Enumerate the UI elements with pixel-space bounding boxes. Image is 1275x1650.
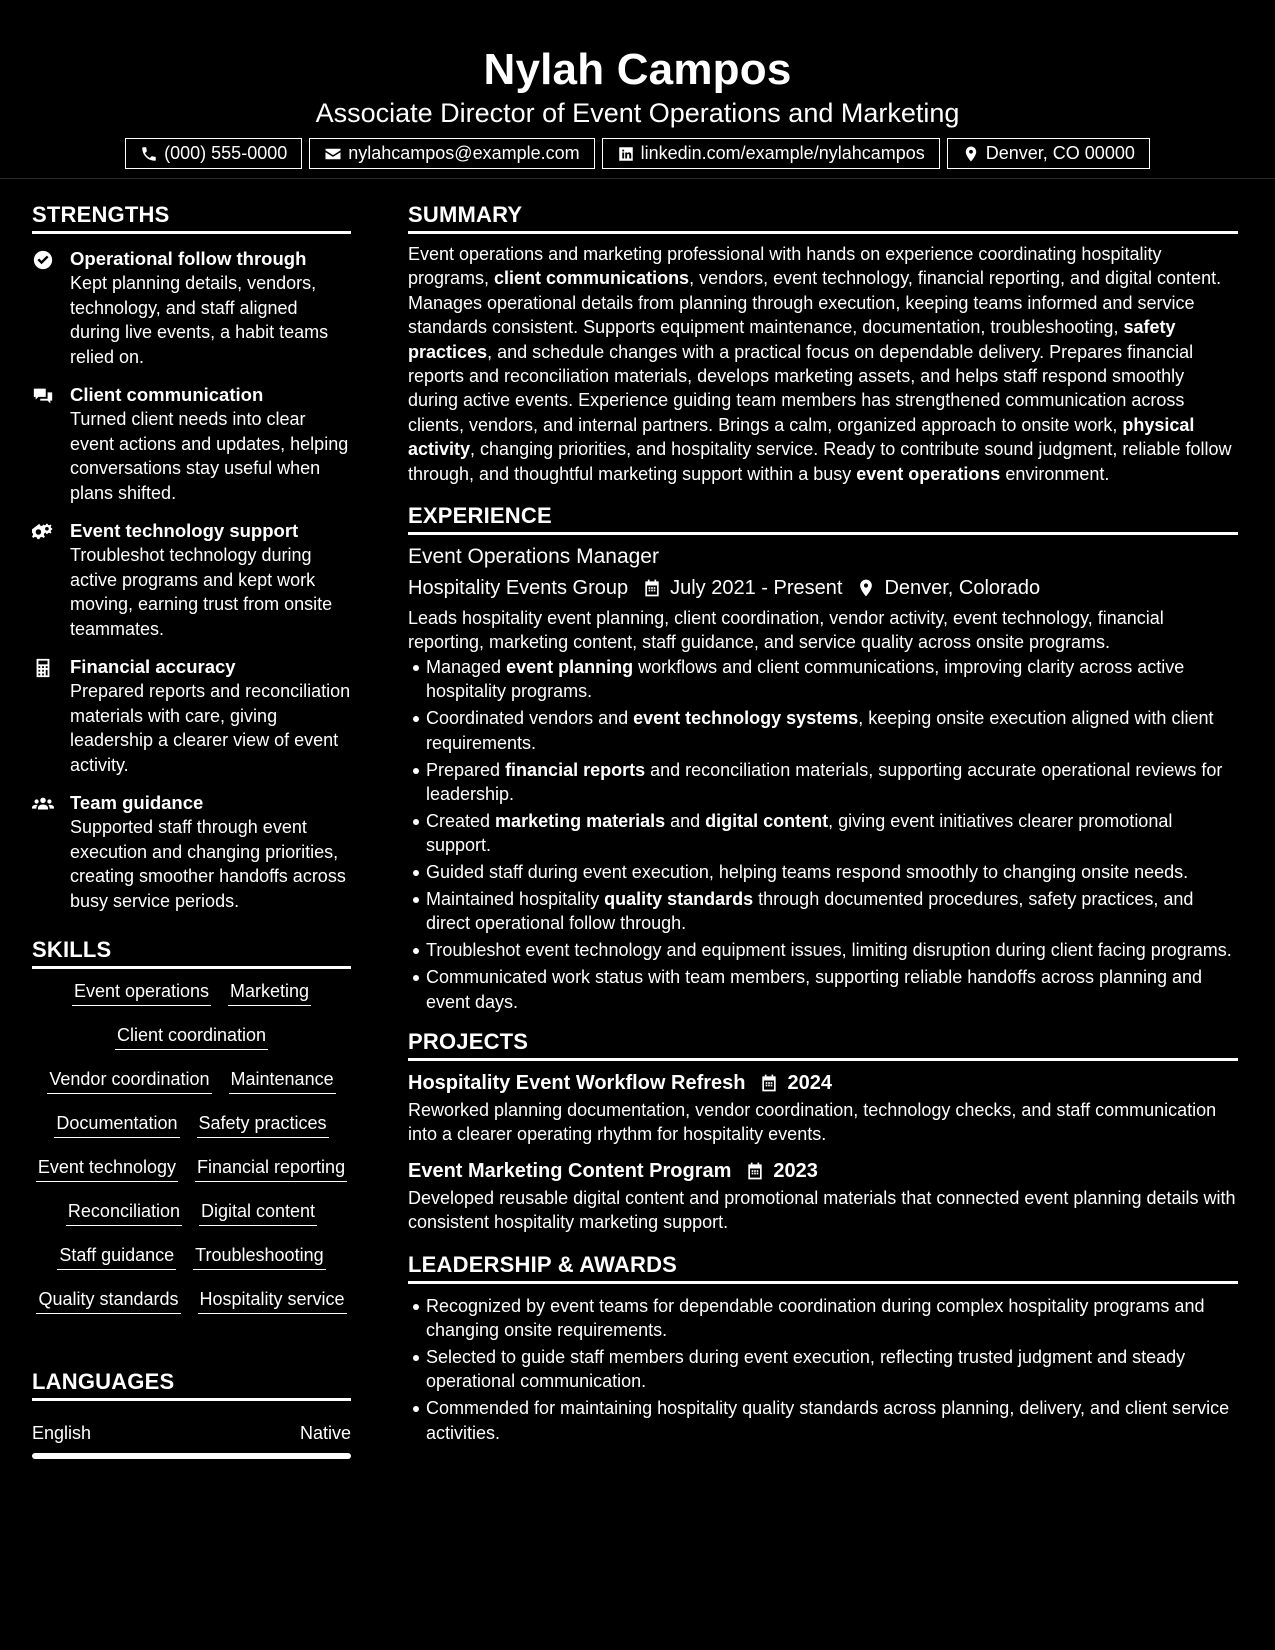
text-segment: through documented procedures, safety practices, and direct operational follow through. — [426, 889, 1194, 934]
text-segment: Managed — [426, 656, 507, 677]
skill-tag: Maintenance — [229, 1067, 336, 1094]
job-bullet — [426, 706, 1238, 755]
summary-heading: SUMMARY — [408, 202, 1238, 234]
skills-heading: SKILLS — [32, 937, 351, 969]
strength-desc: Troubleshot technology during active programs and kept work moving, earning trust from onsite teammates. — [70, 545, 333, 639]
calendar-icon — [759, 1073, 779, 1093]
map-pin-icon — [962, 145, 980, 163]
skill-tag: Client coordination — [115, 1023, 268, 1050]
contact-bar — [0, 138, 1275, 169]
projects-heading: PROJECTS — [408, 1029, 1238, 1061]
strengths-heading: STRENGTHS — [32, 202, 351, 234]
job-bullet — [426, 887, 1238, 936]
job-bullet — [426, 809, 1238, 858]
users-icon — [32, 793, 54, 815]
envelope-icon — [324, 145, 342, 163]
skill-tag: Event operations — [72, 979, 211, 1006]
bold-text: financial reports — [505, 759, 646, 780]
strength-title: Client communication — [70, 384, 264, 405]
project-title: Event Marketing Content Program — [408, 1159, 732, 1182]
strength-item — [32, 383, 351, 505]
leadership-heading: LEADERSHIP & AWARDS — [408, 1252, 1238, 1284]
strength-title: Event technology support — [70, 520, 299, 541]
right-column — [408, 202, 1238, 1459]
job-dates: July 2021 - Present — [670, 577, 843, 600]
skill-tag: Marketing — [228, 979, 311, 1006]
text-segment: , changing priorities, and hospitality service. Ready to contribute sound judgment, reliable follow through, and thoughtful marketing support within a busy — [408, 439, 1232, 484]
language-name: English — [32, 1423, 92, 1443]
skill-tag: Safety practices — [197, 1111, 329, 1138]
bold-text: quality standards — [604, 889, 754, 910]
text-segment: Troubleshot event technology and equipment issues, limiting disruption during client facing programs. — [426, 940, 1232, 961]
skill-tag: Hospitality service — [198, 1287, 347, 1314]
languages-heading: LANGUAGES — [32, 1369, 351, 1401]
contact-linkedin — [602, 138, 940, 169]
resume-body — [0, 179, 1275, 1459]
text-segment: Event operations and marketing professional with hands on experience coordinating hospitality programs, — [408, 244, 1162, 289]
leadership-item: Recognized by event teams for dependable coordination during complex hospitality programs and changing onsite requirements. — [426, 1294, 1238, 1343]
contact-phone-text: (000) 555-0000 — [164, 143, 288, 163]
skill-tag: Staff guidance — [57, 1243, 176, 1270]
text-segment: and — [665, 810, 706, 831]
contact-location — [947, 138, 1150, 169]
skill-tag: Quality standards — [36, 1287, 180, 1314]
skill-tag: Reconciliation — [66, 1199, 182, 1226]
job-location: Denver, Colorado — [884, 577, 1041, 600]
strength-title: Operational follow through — [70, 248, 307, 269]
text-segment: , giving event initiatives clearer promotional support. — [426, 810, 1173, 856]
contact-phone — [125, 138, 302, 169]
job-company: Hospitality Events Group — [408, 577, 629, 600]
text-segment: Coordinated vendors and — [426, 708, 634, 729]
strength-desc: Prepared reports and reconciliation materials with care, giving leadership a clearer view of event activity. — [70, 681, 351, 775]
skill-tag: Digital content — [199, 1199, 317, 1226]
strength-title: Team guidance — [70, 792, 204, 813]
linkedin-icon — [617, 145, 635, 163]
bold-text: marketing materials — [495, 810, 666, 831]
skill-tag: Troubleshooting — [193, 1243, 325, 1270]
text-segment: Prepared — [426, 759, 506, 780]
strength-item — [32, 655, 351, 777]
skill-tag: Documentation — [54, 1111, 179, 1138]
leadership-item: Selected to guide staff members during event execution, reflecting trusted judgment and steady operational communication. — [426, 1345, 1238, 1394]
left-column — [32, 202, 351, 1459]
job-bullet — [426, 860, 1238, 884]
job-bullet — [426, 655, 1238, 704]
project-item — [408, 1158, 1238, 1235]
job-bullet — [426, 965, 1238, 1014]
bold-text: event planning — [506, 656, 634, 677]
bold-text: physical activity — [408, 414, 1195, 460]
strength-item — [32, 519, 351, 641]
contact-linkedin-text: linkedin.com/example/nylahcampos — [640, 143, 925, 163]
resume-header — [0, 0, 1275, 179]
summary-text — [408, 242, 1238, 486]
strength-desc: Kept planning details, vendors, technology, and staff aligned during live events, a habit teams relied on. — [70, 273, 329, 367]
strength-item — [32, 791, 351, 913]
leadership-item: Commended for maintaining hospitality quality standards across planning, delivery, and client service activities. — [426, 1396, 1238, 1445]
calculator-icon — [32, 657, 54, 679]
check-circle-icon — [32, 249, 54, 271]
chat-bubbles-icon — [32, 385, 54, 407]
job-title: Event Operations Manager — [408, 545, 659, 569]
job-bullets — [408, 655, 1238, 1014]
text-segment: , keeping onsite execution aligned with client requirements. — [426, 708, 1214, 753]
phone-icon — [140, 145, 158, 163]
strength-item — [32, 247, 351, 369]
project-title: Hospitality Event Workflow Refresh — [408, 1072, 746, 1095]
contact-email — [309, 138, 594, 169]
text-segment: Maintained hospitality — [426, 889, 605, 910]
language-proficiency-bar — [32, 1453, 351, 1459]
text-segment: , vendors, event technology, financial reporting, and digital content. Manages operational details from planning through execution, keeping teams informed and service standards consistent. Supports equipment maintenance, documentation, troubleshooting, — [408, 268, 1222, 338]
language-row — [32, 1421, 351, 1445]
text-segment: and reconciliation materials, supporting accurate operational reviews for leadership. — [426, 759, 1223, 804]
contact-location-text: Denver, CO 00000 — [985, 143, 1135, 163]
bold-text: client communications — [494, 268, 690, 289]
skill-tag: Vendor coordination — [47, 1067, 211, 1094]
job-bullet — [426, 938, 1238, 962]
text-segment: Guided staff during event execution, helping teams respond smoothly to changing onsite needs. — [426, 862, 1189, 883]
skills-list — [32, 979, 351, 1331]
contact-email-text: nylahcampos@example.com — [348, 143, 580, 163]
skill-tag: Financial reporting — [195, 1155, 347, 1182]
strength-desc: Supported staff through event execution and changing priorities, creating smoother handoffs across busy service periods. — [70, 817, 346, 911]
leadership-list — [408, 1294, 1238, 1445]
calendar-icon — [642, 578, 662, 598]
calendar-icon — [745, 1161, 765, 1181]
bold-text: event operations — [856, 463, 1001, 484]
strength-title: Financial accuracy — [70, 656, 236, 677]
job-bullet — [426, 758, 1238, 807]
experience-heading: EXPERIENCE — [408, 503, 1238, 535]
job-meta — [408, 574, 1238, 602]
project-desc: Reworked planning documentation, vendor coordination, technology checks, and staff communication into a clearer operating rhythm for hospitality events. — [408, 1100, 1217, 1145]
language-level: Native — [299, 1423, 351, 1443]
text-segment: environment. — [1000, 463, 1110, 484]
bold-text: event technology systems — [633, 708, 859, 729]
candidate-title: Associate Director of Event Operations and Marketing — [315, 98, 960, 128]
project-year: 2024 — [787, 1072, 832, 1095]
strengths-list — [32, 247, 351, 913]
strength-desc: Turned client needs into clear event actions and updates, helping conversations stay useful when plans shifted. — [70, 409, 349, 503]
project-item — [408, 1070, 1238, 1147]
text-segment: Communicated work status with team members, supporting reliable handoffs across planning and event days. — [426, 967, 1203, 1012]
bold-text: safety practices — [408, 317, 1176, 362]
job-summary: Leads hospitality event planning, client coordination, vendor activity, event technology, financial reporting, marketing content, staff guidance, and service quality across onsite programs. — [408, 608, 1164, 653]
project-desc: Developed reusable digital content and promotional materials that connected event planning details with consistent hospitality marketing support. — [408, 1187, 1236, 1233]
map-pin-icon — [856, 578, 876, 598]
bold-text: digital content — [705, 810, 829, 831]
text-segment: workflows and client communications, improving clarity across active hospitality programs. — [426, 656, 1185, 702]
project-year: 2023 — [773, 1159, 818, 1182]
candidate-name: Nylah Campos — [483, 45, 792, 94]
text-segment: Created — [426, 810, 496, 831]
gears-icon — [32, 521, 54, 543]
skill-tag: Event technology — [36, 1155, 178, 1182]
text-segment: , and schedule changes with a practical focus on dependable delivery. Prepares financial reports and reconciliation materials, develops marketing assets, and helps staff respond smoothly during active events. Experience guiding team members has strengthened communication across clients, vendors, and internal partners. Brings a calm, organized approach to onsite work, — [408, 341, 1194, 435]
